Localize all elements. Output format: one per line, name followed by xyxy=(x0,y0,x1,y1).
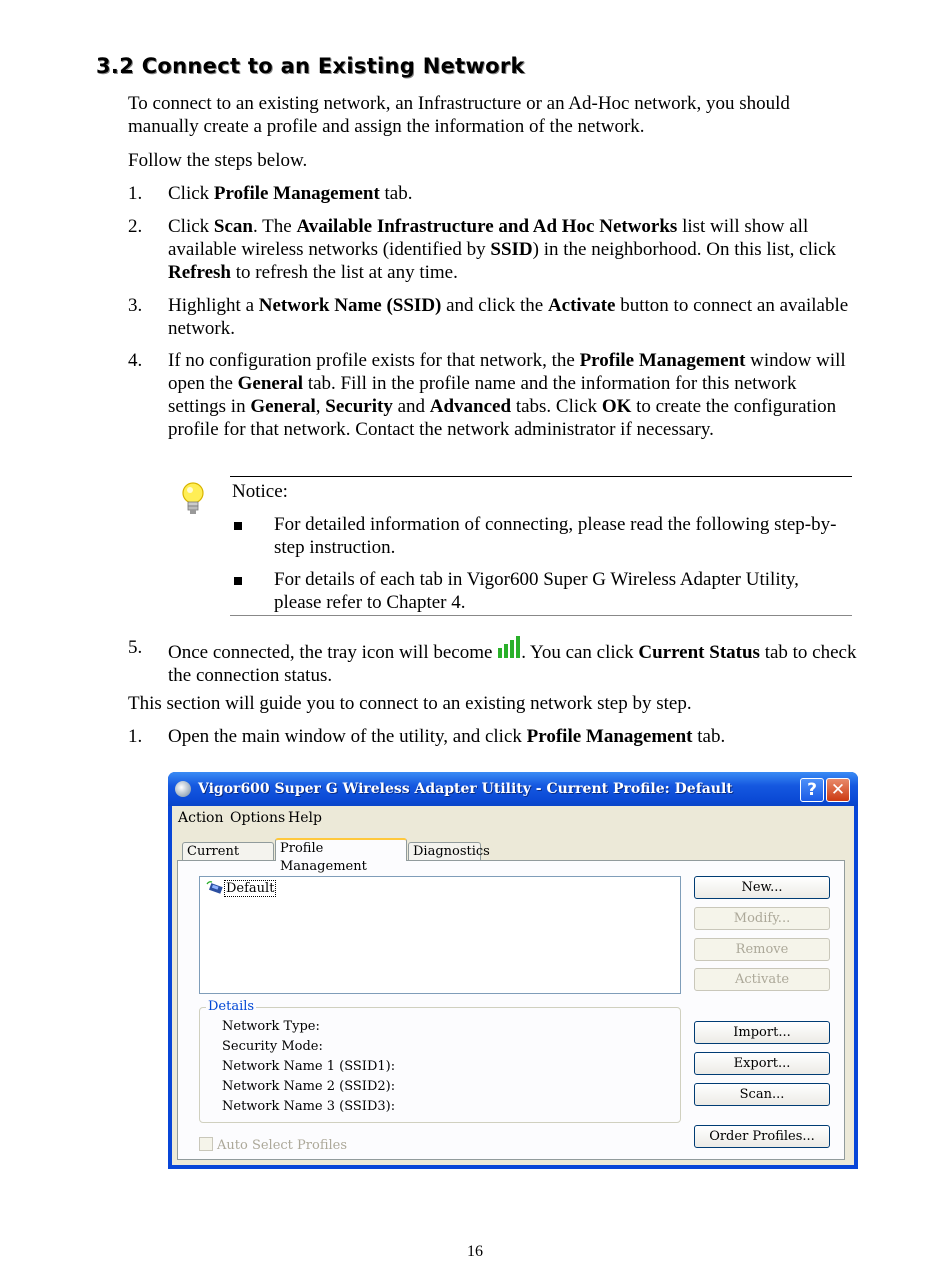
step-number: 1. xyxy=(128,726,143,747)
step-text-run: , xyxy=(315,396,326,417)
step-text: Open the main window of the utility, and click Profile Management tab. xyxy=(168,726,726,747)
ssid2-label: Network Name 2 (SSID2): xyxy=(222,1079,396,1094)
bold-term: Network Name (SSID) xyxy=(258,295,442,316)
step-text-run: . The xyxy=(253,216,297,237)
follow-steps-text: Follow the steps below. xyxy=(128,150,308,171)
modify-button[interactable]: Modify... xyxy=(694,907,830,930)
profile-list-item[interactable] xyxy=(206,880,276,896)
profile-management-panel xyxy=(177,860,845,1160)
bold-term: Security xyxy=(325,396,393,417)
step-number: 3. xyxy=(128,295,143,316)
intro-paragraph: To connect to an existing network, an Infrastructure or an Ad-Hoc network, you should manually create a profile and assign the information of the network. xyxy=(128,93,790,137)
step-text: Once connected, the tray icon will become . You can click Current Status tab to check the connection status. xyxy=(168,636,858,687)
auto-select-label: Auto Select Profiles xyxy=(217,1138,348,1153)
guide-paragraph: This section will guide you to connect to an existing network step by step. xyxy=(128,693,692,714)
step-text xyxy=(168,294,858,340)
step-text-run: list will show all available wireless networks (identified by xyxy=(168,216,809,260)
details-group xyxy=(199,999,681,1123)
bullet-text: For detailed information of connecting, please read the following step-by-step instruction. xyxy=(274,514,837,558)
step-text-run: to create the configuration profile for that network. Contact the network administrator if necessary. xyxy=(168,396,837,440)
profile-icon xyxy=(206,880,224,894)
bullet-text: For details of each tab in Vigor600 Super G Wireless Adapter Utility, please refer to Chapter 4. xyxy=(274,569,799,613)
step-number: 4. xyxy=(128,350,143,371)
order-profiles-button[interactable]: Order Profiles... xyxy=(694,1125,830,1148)
app-icon xyxy=(175,781,191,797)
step-text-run: If no configuration profile exists for that network, the xyxy=(168,350,580,371)
close-button[interactable]: ✕ xyxy=(826,778,850,802)
window-title: Vigor600 Super G Wireless Adapter Utility - Current Profile: Default xyxy=(198,781,733,797)
menu-options[interactable]: Options xyxy=(230,810,286,826)
signal-bars-icon xyxy=(497,636,521,660)
step-text-run: Click xyxy=(168,216,214,237)
tab-diagnostics[interactable]: Diagnostics xyxy=(408,842,481,860)
step-text-run: tab. Fill in the profile name and the information for this network settings in xyxy=(168,373,797,417)
new-button[interactable]: New... xyxy=(694,876,830,899)
step-text-run: and click the xyxy=(441,295,548,316)
bullet-square xyxy=(234,522,242,530)
remove-button[interactable]: Remove xyxy=(694,938,830,961)
ssid1-label: Network Name 1 (SSID1): xyxy=(222,1059,396,1074)
step-number: 5. xyxy=(128,637,143,658)
menu-action[interactable]: Action xyxy=(178,810,224,826)
window-client-area xyxy=(172,806,854,1165)
lightbulb-icon xyxy=(178,480,208,518)
title-bar[interactable] xyxy=(168,772,858,806)
import-button[interactable]: Import... xyxy=(694,1021,830,1044)
step-number: 1. xyxy=(128,183,143,204)
scan-button[interactable]: Scan... xyxy=(694,1083,830,1106)
profile-list[interactable] xyxy=(199,876,681,994)
notice-title: Notice: xyxy=(232,481,288,502)
bold-term: Profile Management xyxy=(579,350,746,371)
auto-select-profiles[interactable] xyxy=(199,1137,347,1153)
bold-term: General xyxy=(250,396,316,417)
bold-term: Refresh xyxy=(168,262,231,283)
utility-window xyxy=(168,772,858,1169)
tab-current-status[interactable]: Current xyxy=(182,842,274,860)
bold-term: Scan xyxy=(213,216,253,237)
step-number: 2. xyxy=(128,216,143,237)
menu-bar xyxy=(172,806,854,830)
tab-profile-management[interactable]: Profile Management xyxy=(275,838,407,861)
step-text xyxy=(168,349,858,441)
step-text-run: button to connect an available network. xyxy=(168,295,849,339)
step-text xyxy=(168,215,858,284)
auto-select-checkbox[interactable] xyxy=(199,1137,213,1151)
page-number: 16 xyxy=(467,1243,483,1260)
step-text-run: to refresh the list at any time. xyxy=(230,262,458,283)
bold-term: Advanced xyxy=(429,396,512,417)
bold-term: OK xyxy=(601,396,632,417)
network-type-label: Network Type: xyxy=(222,1019,320,1034)
bold-term: Activate xyxy=(547,295,616,316)
export-button[interactable]: Export... xyxy=(694,1052,830,1075)
bold-term: Available Infrastructure and Ad Hoc Networks xyxy=(296,216,678,237)
notice-box xyxy=(230,476,852,616)
step-text-run: Highlight a xyxy=(168,295,259,316)
profile-name: Default xyxy=(226,881,275,896)
activate-button[interactable]: Activate xyxy=(694,968,830,991)
step-text-run: window will open the xyxy=(168,350,846,394)
bold-term: SSID xyxy=(490,239,533,260)
bold-term: General xyxy=(237,373,304,394)
step-text-run: and xyxy=(392,396,430,417)
section-heading: 3.2 Connect to an Existing Network xyxy=(96,54,525,78)
step-text-run: Click xyxy=(168,183,214,204)
step-text xyxy=(168,182,858,205)
bold-term: Profile Management xyxy=(213,183,380,204)
menu-help[interactable]: Help xyxy=(288,810,322,826)
help-button[interactable]: ? xyxy=(800,778,824,802)
details-legend: Details xyxy=(208,999,255,1014)
ssid3-label: Network Name 3 (SSID3): xyxy=(222,1099,396,1114)
step-text-run: ) in the neighborhood. On this list, click xyxy=(532,239,837,260)
step-text-run: tabs. Click xyxy=(511,396,602,417)
security-mode-label: Security Mode: xyxy=(222,1039,323,1054)
step-text-run: tab. xyxy=(379,183,413,204)
bullet-square xyxy=(234,577,242,585)
